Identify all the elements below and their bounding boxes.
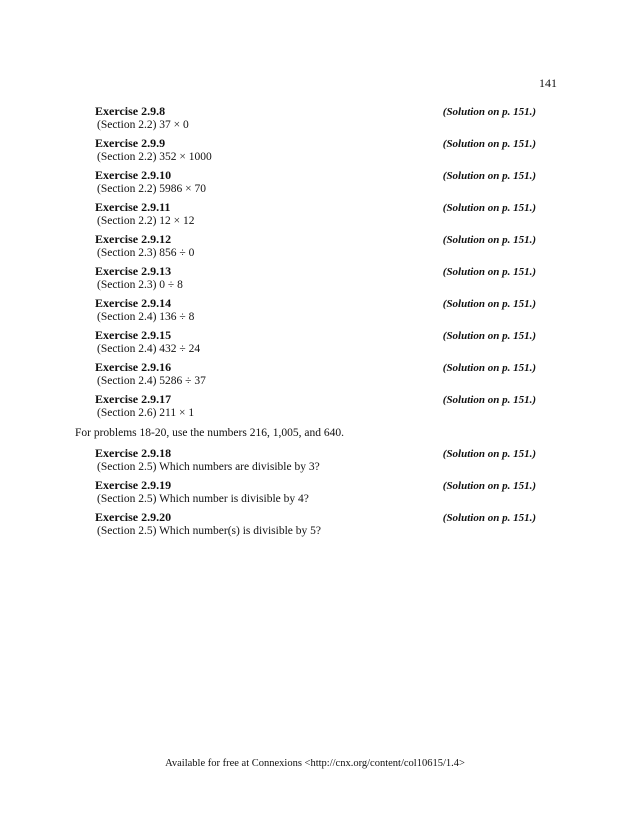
- exercise-title: Exercise 2.9.13: [95, 264, 172, 278]
- exercise-problem: (Section 2.4) 136 ÷ 8: [97, 311, 195, 323]
- exercise-item: [95, 392, 536, 420]
- solution-link[interactable]: (Solution on p. 151.): [442, 202, 536, 214]
- exercise-problem: (Section 2.2) 352 × 1000: [97, 151, 212, 163]
- exercise-header: [95, 200, 536, 214]
- exercise-problem: (Section 2.3) 0 ÷ 8: [97, 279, 183, 291]
- exercise-problem: (Section 2.2) 37 × 0: [97, 119, 189, 131]
- exercise-title: Exercise 2.9.10: [95, 168, 172, 182]
- exercise-item: [95, 510, 536, 538]
- solution-link[interactable]: (Solution on p. 151.): [442, 298, 536, 310]
- exercise-title: Exercise 2.9.20: [95, 510, 172, 524]
- exercise-title: Exercise 2.9.8: [95, 104, 166, 118]
- page-number: 141: [539, 76, 557, 90]
- exercise-header: [95, 296, 536, 310]
- page-footer: Available for free at Connexions <http://cnx.org/content/col10615/1.4>: [165, 758, 465, 769]
- exercise-header: [95, 478, 536, 492]
- problems-intro: For problems 18-20, use the numbers 216, 1,005, and 640.: [75, 427, 344, 439]
- solution-link[interactable]: (Solution on p. 151.): [442, 170, 536, 182]
- exercise-title: Exercise 2.9.9: [95, 136, 166, 150]
- exercise-item: [95, 200, 536, 228]
- exercise-item: [95, 360, 536, 388]
- exercise-item: [95, 168, 536, 196]
- solution-link[interactable]: (Solution on p. 151.): [442, 394, 536, 406]
- exercise-title: Exercise 2.9.15: [95, 328, 172, 342]
- exercise-problem: (Section 2.5) Which number(s) is divisible by 5?: [97, 525, 321, 537]
- exercise-problem: (Section 2.2) 12 × 12: [97, 215, 195, 227]
- exercise-header: [95, 328, 536, 342]
- solution-link[interactable]: (Solution on p. 151.): [442, 512, 536, 524]
- exercise-header: [95, 360, 536, 374]
- exercise-item: [95, 328, 536, 356]
- exercise-problem: (Section 2.4) 432 ÷ 24: [97, 343, 201, 355]
- exercise-group-18-20: [95, 446, 536, 538]
- exercise-item: [95, 264, 536, 292]
- exercise-title: Exercise 2.9.18: [95, 446, 172, 460]
- exercise-item: [95, 232, 536, 260]
- exercise-title: Exercise 2.9.16: [95, 360, 172, 374]
- exercise-header: [95, 232, 536, 246]
- exercise-header: [95, 168, 536, 182]
- exercise-header: [95, 446, 536, 460]
- exercise-title: Exercise 2.9.14: [95, 296, 172, 310]
- solution-link[interactable]: (Solution on p. 151.): [442, 138, 536, 150]
- solution-link[interactable]: (Solution on p. 151.): [442, 266, 536, 278]
- exercise-item: [95, 136, 536, 164]
- exercise-list: [75, 104, 536, 542]
- exercise-title: Exercise 2.9.17: [95, 392, 172, 406]
- exercise-problem: (Section 2.3) 856 ÷ 0: [97, 247, 195, 259]
- exercise-header: [95, 510, 536, 524]
- solution-link[interactable]: (Solution on p. 151.): [442, 234, 536, 246]
- exercise-header: [95, 392, 536, 406]
- exercise-header: [95, 264, 536, 278]
- exercise-item: [95, 296, 536, 324]
- exercise-item: [95, 104, 536, 132]
- exercise-title: Exercise 2.9.19: [95, 478, 172, 492]
- exercise-title: Exercise 2.9.12: [95, 232, 172, 246]
- solution-link[interactable]: (Solution on p. 151.): [442, 362, 536, 374]
- exercise-title: Exercise 2.9.11: [95, 200, 171, 214]
- exercise-group-1-17: [95, 104, 536, 420]
- solution-link[interactable]: (Solution on p. 151.): [442, 330, 536, 342]
- exercise-problem: (Section 2.5) Which numbers are divisible by 3?: [97, 461, 320, 473]
- solution-link[interactable]: (Solution on p. 151.): [442, 480, 536, 492]
- solution-link[interactable]: (Solution on p. 151.): [442, 448, 536, 460]
- exercise-item: [95, 478, 536, 506]
- solution-link[interactable]: (Solution on p. 151.): [442, 106, 536, 118]
- exercise-problem: (Section 2.6) 211 × 1: [97, 407, 195, 419]
- exercise-header: [95, 104, 536, 118]
- exercise-problem: (Section 2.5) Which number is divisible by 4?: [97, 493, 309, 505]
- exercise-problem: (Section 2.4) 5286 ÷ 37: [97, 375, 206, 387]
- exercise-problem: (Section 2.2) 5986 × 70: [97, 183, 207, 195]
- exercise-header: [95, 136, 536, 150]
- exercise-item: [95, 446, 536, 474]
